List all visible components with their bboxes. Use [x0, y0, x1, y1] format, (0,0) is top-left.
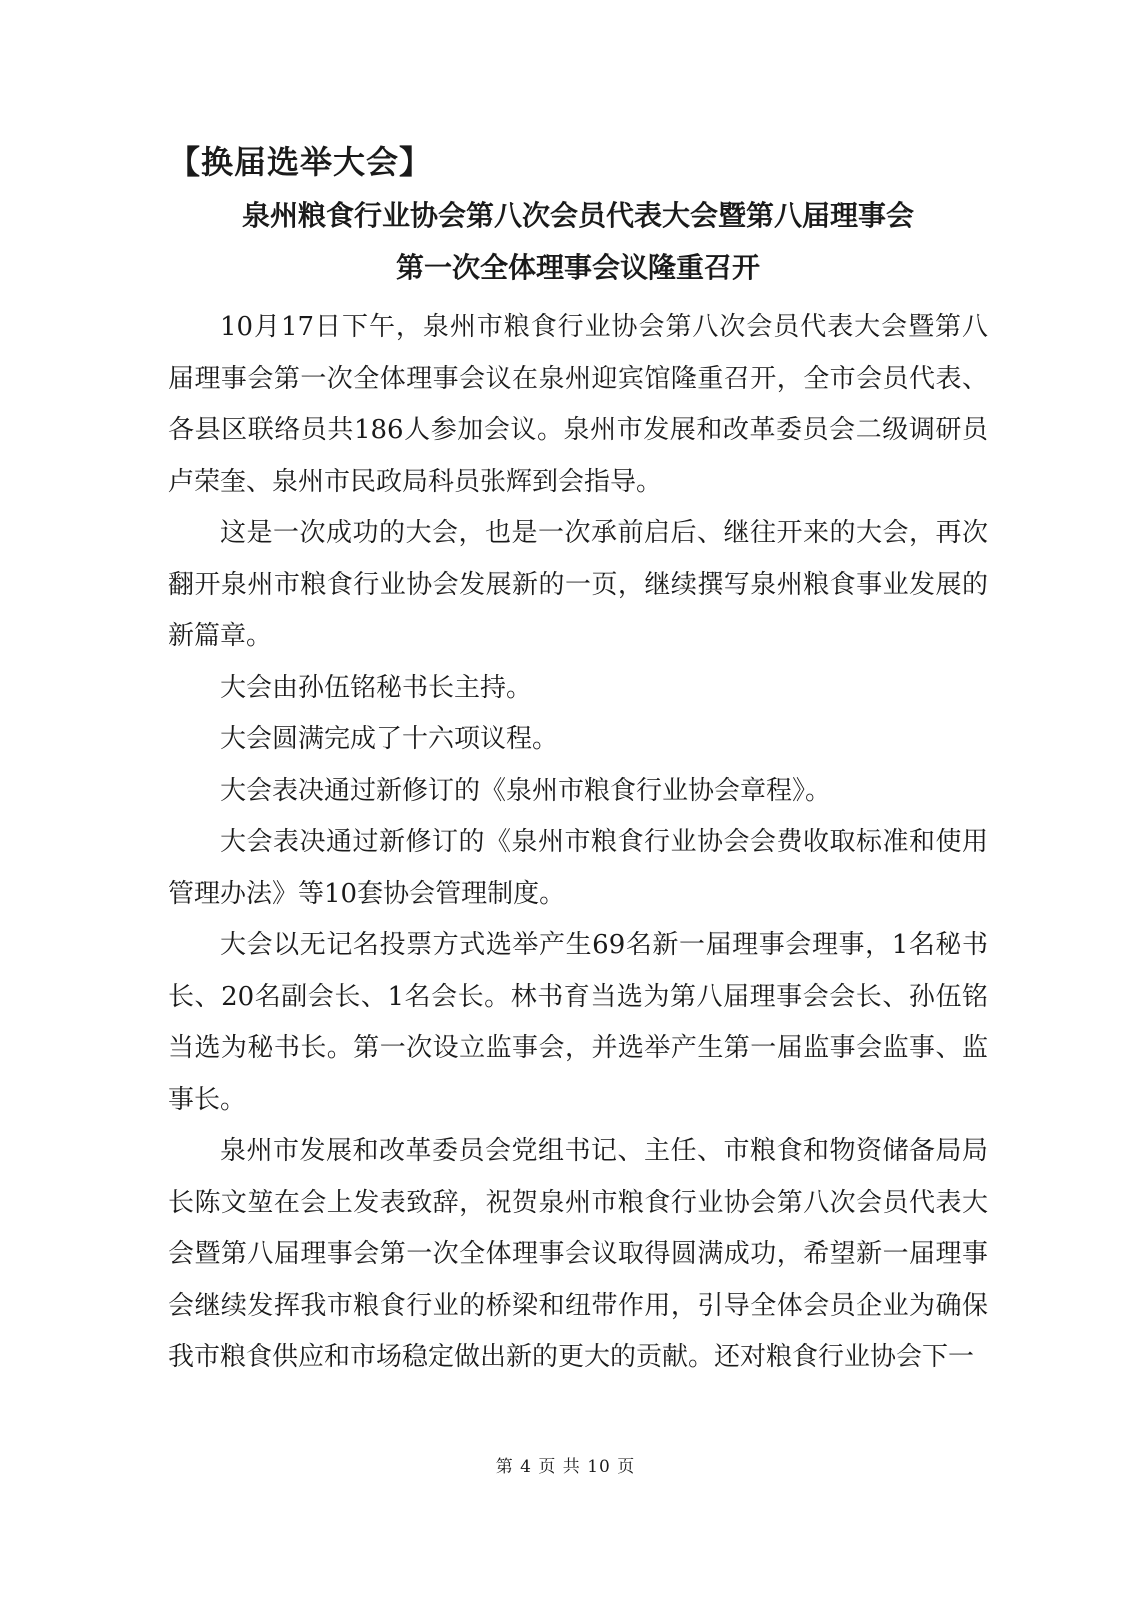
body-paragraph: 大会表决通过新修订的《泉州市粮食行业协会章程》。	[220, 775, 832, 806]
page-number-footer: 第 4 页 共 10 页	[495, 1457, 636, 1477]
article-title-line-2: 第一次全体理事会议隆重召开	[395, 251, 760, 284]
article-body	[168, 302, 988, 1384]
article-title-line-1: 泉州粮食行业协会第八次会员代表大会暨第八届理事会	[241, 199, 914, 232]
body-paragraph: 大会由孙伍铭秘书长主持。	[220, 672, 533, 703]
body-paragraph: 这是一次成功的大会，也是一次承前启后、继往开来的大会，再次翻开泉州市粮食行业协会发展新的一页，继续撰写泉州粮食事业发展的新篇章。	[168, 518, 988, 651]
body-paragraph: 大会以无记名投票方式选举产生69名新一届理事会理事，1名秘书长、20名副会长、1名会长。林书育当选为第八届理事会会长、孙伍铭当选为秘书长。第一次设立监事会，并选举产生第一届监事会监事、监事长。	[168, 930, 988, 1115]
body-paragraph: 大会表决通过新修订的《泉州市粮食行业协会会费收取标准和使用管理办法》等10套协会管理制度。	[168, 827, 988, 909]
body-paragraph: 10月17日下午，泉州市粮食行业协会第八次会员代表大会暨第八届理事会第一次全体理事会议在泉州迎宾馆隆重召开，全市会员代表、各县区联络员共186人参加会议。泉州市发展和改革委员会二级调研员卢荣奎、泉州市民政局科员张辉到会指导。	[168, 312, 988, 497]
body-paragraph: 大会圆满完成了十六项议程。	[220, 724, 559, 754]
section-tag: 【换届选举大会】	[168, 143, 433, 181]
body-paragraph: 泉州市发展和改革委员会党组书记、主任、市粮食和物资储备局局长陈文堃在会上发表致辞，祝贺泉州市粮食行业协会第八次会员代表大会暨第八届理事会第一次全体理事会议取得圆满成功，希望新一届理事会继续发挥我市粮食行业的桥梁和纽带作用，引导全体会员企业为确保我市粮食供应和市场稳定做出新的更大的贡献。还对粮食行业协会下一	[168, 1136, 988, 1372]
